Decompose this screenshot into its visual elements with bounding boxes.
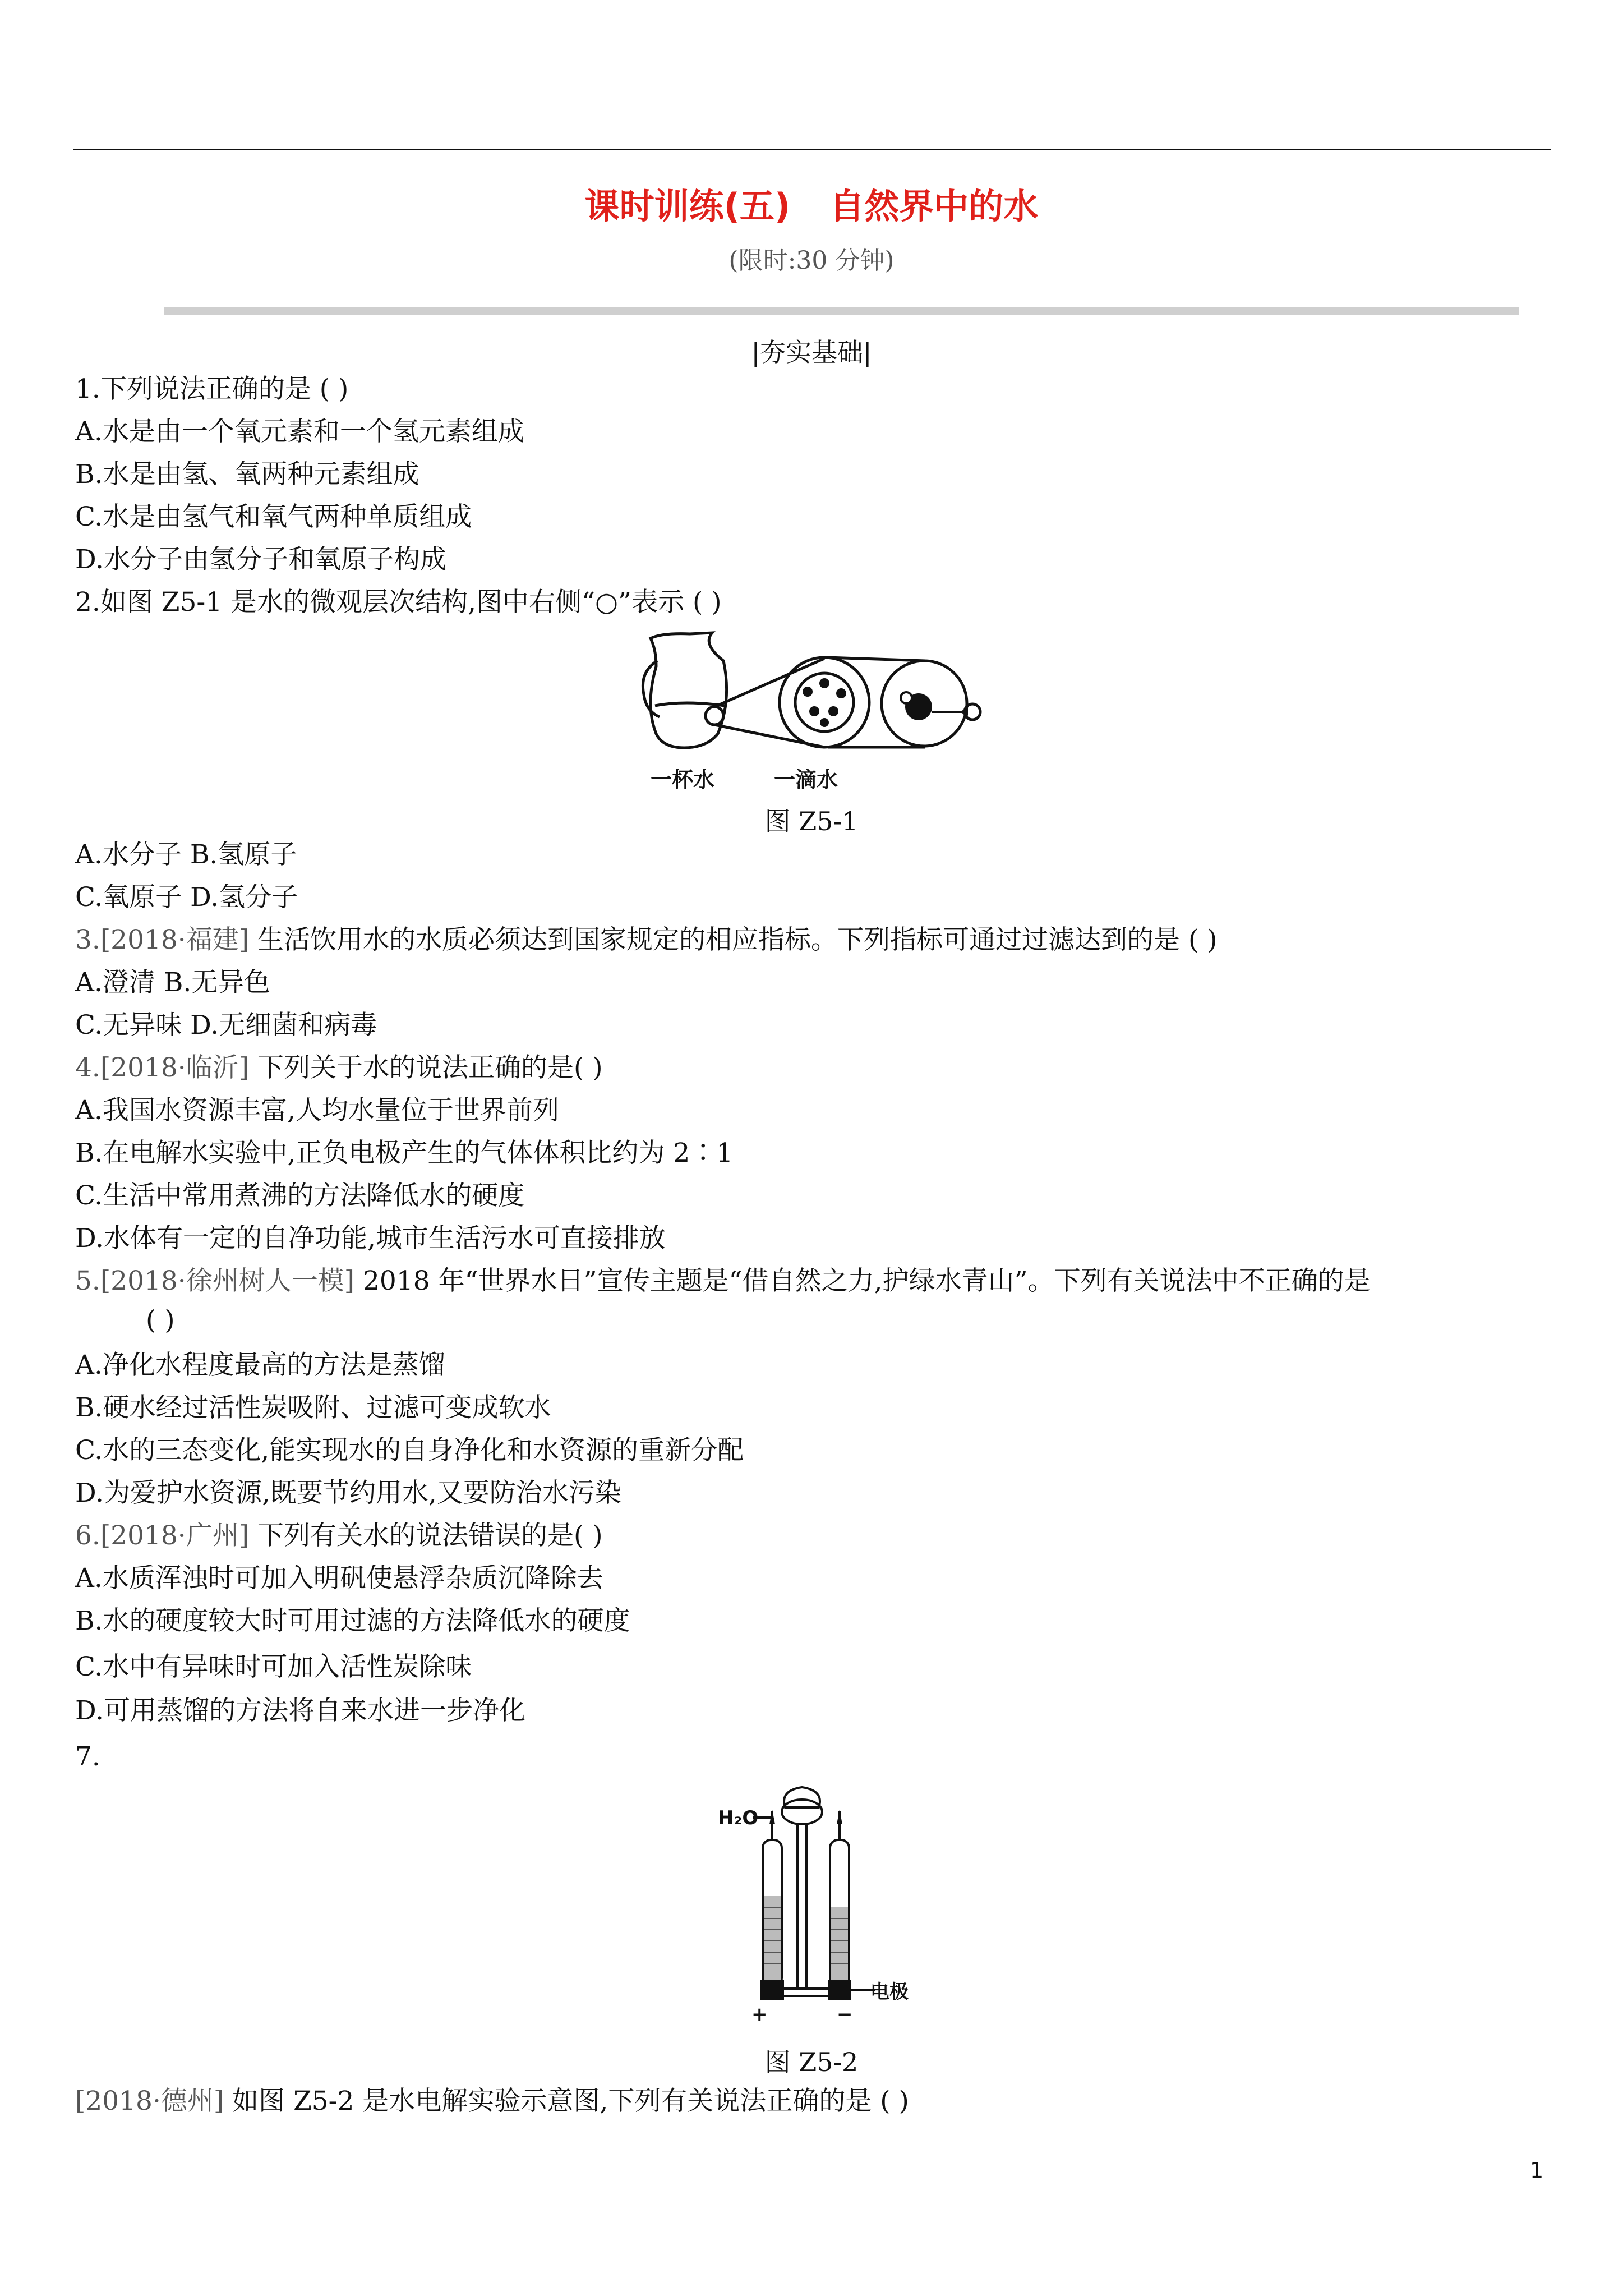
- q3-stem: 3.[2018·福建] 生活饮用水的水质必须达到国家规定的相应指标。下列指标可通过过滤达到的是 ( ): [75, 924, 1218, 955]
- section-divider: [164, 307, 1519, 315]
- figure-caption-z5-2: 图 Z5-2: [764, 2047, 859, 2077]
- funnel: [784, 1787, 820, 1807]
- q2-options-ab: A.水分子 B.氢原子: [75, 839, 297, 870]
- time-limit: (限时:30 分钟): [728, 246, 895, 275]
- label-electrode: 电极: [870, 1981, 909, 2003]
- title-part1: 课时训练(五): [584, 186, 791, 227]
- page-title: [0, 178, 1623, 228]
- figure-water-microstructure: [639, 627, 998, 795]
- q7-stem: [2018·德州] 如图 Z5-2 是水电解实验示意图,下列有关说法正确的是 ( ): [75, 2086, 909, 2116]
- q4-source-tag: 4.[2018·临沂]: [75, 1052, 250, 1083]
- q1-option-a: A.水是由一个氧元素和一个氢元素组成: [75, 416, 524, 447]
- q6-option-b: B.水的硬度较大时可用过滤的方法降低水的硬度: [75, 1605, 630, 1636]
- label-drop: 一滴水: [774, 767, 838, 792]
- q3-options-cd: C.无异味 D.无细菌和病毒: [75, 1010, 377, 1041]
- figure-caption-z5-1: 图 Z5-1: [764, 806, 859, 836]
- q3-source-tag: 3.[2018·福建]: [75, 924, 250, 955]
- q4-option-c: C.生活中常用煮沸的方法降低水的硬度: [75, 1180, 525, 1211]
- q1-option-c: C.水是由氢气和氧气两种单质组成: [75, 501, 472, 532]
- q2-options-cd: C.氧原子 D.氢分子: [75, 882, 298, 913]
- label-plus: +: [751, 2003, 768, 2025]
- title-part2: 自然界中的水: [829, 186, 1039, 227]
- q1-option-b: B.水是由氢、氧两种元素组成: [75, 459, 419, 490]
- q3-options-ab: A.澄清 B.无异色: [75, 967, 271, 998]
- q4-option-b: B.在电解水实验中,正负电极产生的气体体积比约为 2∶1: [75, 1138, 734, 1168]
- q5-stem: 5.[2018·徐州树人一模] 2018 年“世界水日”宣传主题是“借自然之力,护绿水青山”。下列有关说法中不正确的是: [75, 1266, 1371, 1296]
- q7-number: 7.: [75, 1741, 100, 1772]
- q1-option-d: D.水分子由氢分子和氧原子构成: [75, 544, 446, 575]
- label-water: H₂O: [718, 1807, 759, 1829]
- top-rule: [73, 149, 1551, 150]
- q5-option-c: C.水的三态变化,能实现水的自身净化和水资源的重新分配: [75, 1435, 744, 1466]
- q4-stem: 4.[2018·临沂] 下列关于水的说法正确的是( ): [75, 1052, 603, 1083]
- q7-source-tag: [2018·德州]: [75, 2086, 224, 2116]
- q6-source-tag: 6.[2018·广州]: [75, 1520, 250, 1551]
- label-cup: 一杯水: [651, 767, 715, 792]
- q6-option-d: D.可用蒸馏的方法将自来水进一步净化: [75, 1695, 525, 1726]
- jug-icon: [651, 633, 727, 748]
- q4-option-a: A.我国水资源丰富,人均水量位于世界前列: [75, 1095, 559, 1126]
- q5-source-tag: 5.[2018·徐州树人一模]: [75, 1266, 355, 1296]
- q5-option-d: D.为爱护水资源,既要节约用水,又要防治水污染: [75, 1478, 621, 1508]
- q1-stem: 1.下列说法正确的是 ( ): [75, 374, 349, 404]
- q6-option-c: C.水中有异味时可加入活性炭除味: [75, 1651, 472, 1682]
- drop-circle: [780, 657, 869, 747]
- section-heading: |夯实基础|: [751, 337, 872, 367]
- q5-answer-blank: ( ): [146, 1305, 175, 1336]
- q4-option-d: D.水体有一定的自净功能,城市生活污水可直接排放: [75, 1223, 666, 1254]
- label-minus: −: [837, 2003, 853, 2025]
- q2-stem: 2.如图 Z5-1 是水的微观层次结构,图中右侧“○”表示 ( ): [75, 587, 722, 618]
- q5-option-b: B.硬水经过活性炭吸附、过滤可变成软水: [75, 1392, 551, 1423]
- q6-stem: 6.[2018·广州] 下列有关水的说法错误的是( ): [75, 1520, 603, 1551]
- page-number: 1: [1530, 2158, 1544, 2183]
- q5-option-a: A.净化水程度最高的方法是蒸馏: [75, 1350, 445, 1381]
- q6-option-a: A.水质浑浊时可加入明矾使悬浮杂质沉降除去: [75, 1563, 603, 1594]
- figure-electrolysis-apparatus: [712, 1778, 948, 2025]
